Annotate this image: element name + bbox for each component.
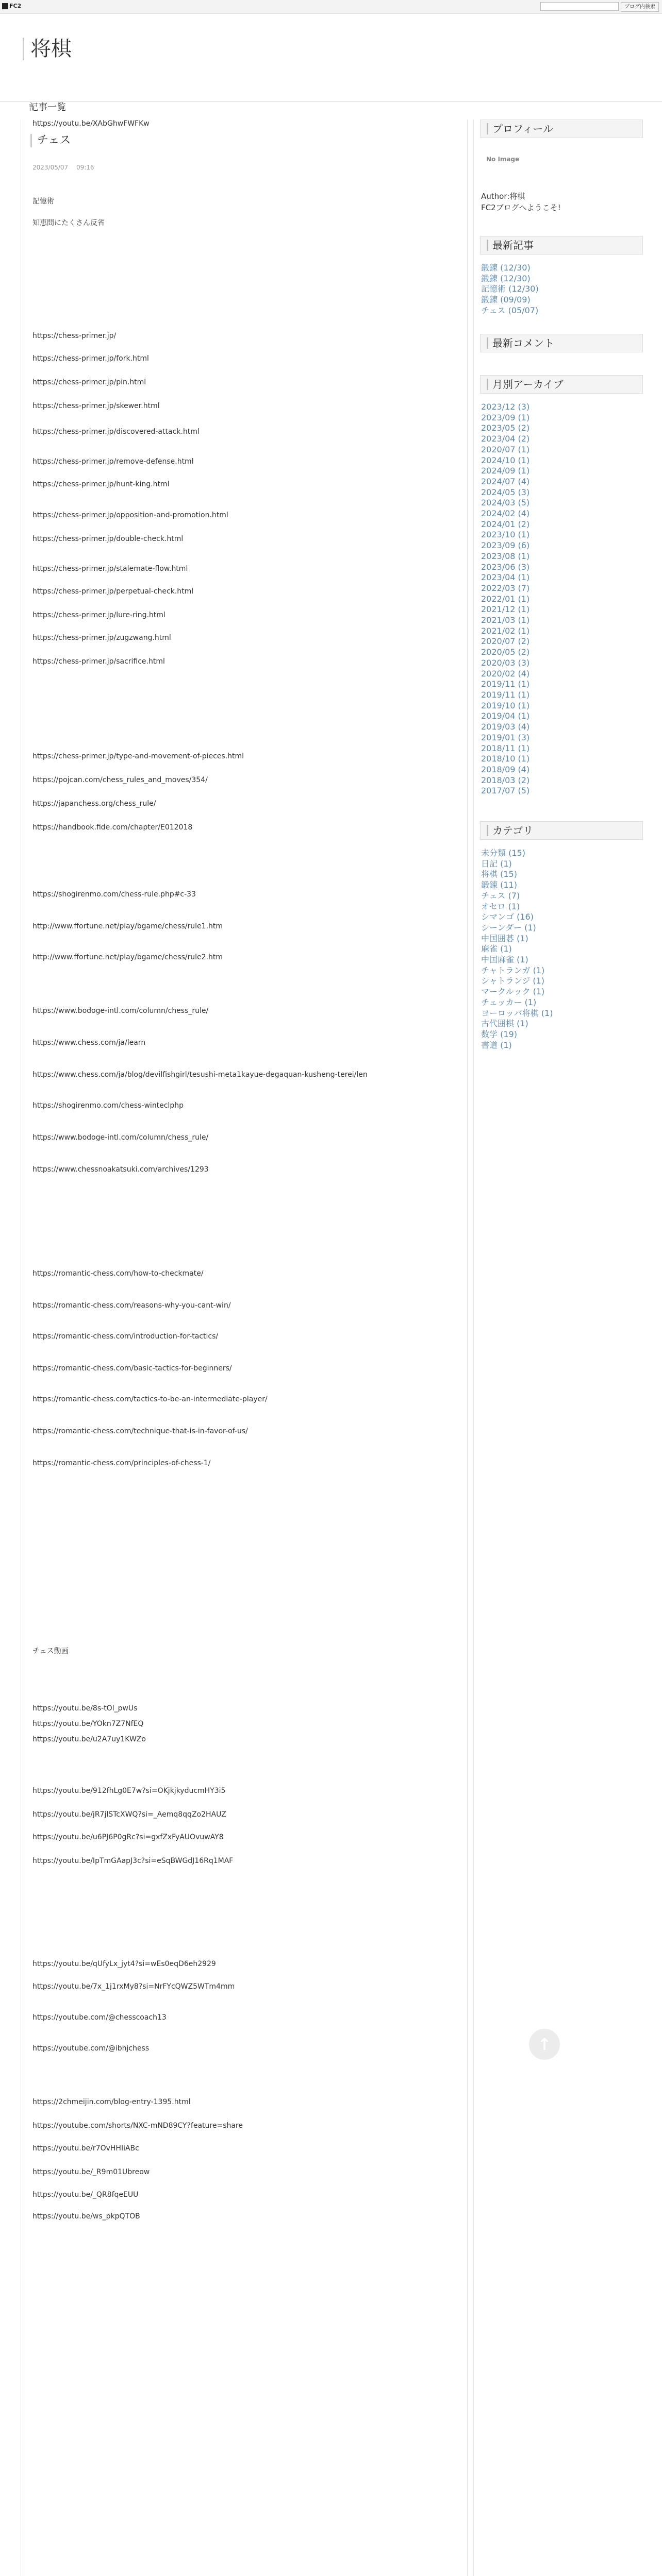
blog-search	[540, 2, 659, 12]
category-item-link[interactable]: シーンダー (1)	[481, 922, 536, 933]
archive-month-link[interactable]: 2023/06 (3)	[481, 562, 530, 572]
entry-link[interactable]: https://youtu.be/u6PJ6P0gRc?si=gxfZxFyAUOvuwAY8	[32, 1833, 224, 1841]
category-item[interactable]	[481, 912, 553, 923]
category-item[interactable]	[481, 1008, 553, 1019]
archive-month-link[interactable]: 2020/07 (1)	[481, 444, 530, 454]
archive-month-link[interactable]: 2019/04 (1)	[481, 711, 530, 721]
category-item[interactable]	[481, 1019, 553, 1029]
blog-title[interactable]: 将棋	[23, 38, 72, 60]
entry-link[interactable]: https://chess-primer.jp/hunt-king.html	[32, 480, 170, 488]
archive-month[interactable]	[481, 487, 529, 498]
profile-no-image: No Image	[486, 156, 520, 163]
archive-month-link[interactable]: 2019/01 (3)	[481, 732, 530, 742]
archive-month-link[interactable]: 2023/12 (3)	[481, 402, 530, 412]
entry-link[interactable]: https://romantic-chess.com/principles-of-chess-1/	[32, 1459, 211, 1467]
entry-link[interactable]: https://chess-primer.jp/double-check.html	[32, 535, 184, 543]
entry-link[interactable]: https://japanchess.org/chess_rule/	[32, 800, 156, 808]
archive-month[interactable]	[481, 402, 529, 413]
archive-month-link[interactable]: 2019/03 (4)	[481, 722, 530, 732]
archive-month[interactable]	[481, 594, 529, 605]
category-item-link[interactable]: 中国麻雀 (1)	[481, 955, 528, 965]
archive-month-link[interactable]: 2024/01 (2)	[481, 519, 530, 529]
recent-entry-link[interactable]: 鍛錬 (12/30)	[481, 273, 531, 283]
entry-title[interactable]: チェス	[30, 134, 71, 147]
archive-month-link[interactable]: 2019/11 (1)	[481, 689, 530, 700]
entry-link[interactable]: https://youtu.be/ws_pkpQTOB	[32, 2212, 140, 2221]
entry-link[interactable]: https://chess-primer.jp/sacrifice.html	[32, 657, 165, 666]
entry-link[interactable]: https://romantic-chess.com/basic-tactics-for-beginners/	[32, 1364, 232, 1372]
entry-link[interactable]: https://youtube.com/shorts/NXC-mND89CY?feature=share	[32, 2122, 243, 2130]
archive-month[interactable]	[481, 413, 529, 423]
archive-month-link[interactable]: 2021/02 (1)	[481, 625, 530, 636]
entry-list-link[interactable]: 記事一覧	[29, 102, 66, 113]
entry-link[interactable]: https://youtu.be/r7OvHHIiABc	[32, 2144, 139, 2153]
archive-month[interactable]	[481, 722, 529, 733]
archive-month[interactable]	[481, 604, 529, 615]
recent-plugin-header	[480, 236, 643, 255]
recent-entry[interactable]	[481, 295, 539, 306]
category-item-link[interactable]: チャトランガ (1)	[481, 965, 545, 975]
profile-author: Author:将棋	[481, 192, 525, 201]
entry-link[interactable]: https://youtu.be/912fhLg0E7w?si=OKjkjkyducmHY3i5	[32, 1787, 226, 1795]
archive-month[interactable]	[481, 466, 529, 477]
archive-month[interactable]	[481, 615, 529, 626]
entry-link[interactable]: https://chess-primer.jp/pin.html	[32, 378, 146, 386]
archive-month-link[interactable]: 2024/03 (5)	[481, 498, 530, 508]
entry-link[interactable]: https://romantic-chess.com/reasons-why-you-cant-win/	[32, 1301, 231, 1310]
fc2-toolbar	[0, 0, 662, 14]
archive-month-link[interactable]: 2020/05 (2)	[481, 647, 530, 657]
recent-list	[481, 263, 539, 316]
archive-month[interactable]	[481, 690, 529, 701]
archive-month[interactable]	[481, 583, 529, 594]
archive-month[interactable]	[481, 658, 529, 669]
comments-heading: 最新コメント	[487, 337, 554, 349]
search-button[interactable]: ブログ内検索	[621, 2, 659, 12]
recent-entry[interactable]	[481, 306, 539, 316]
category-item[interactable]	[481, 848, 553, 859]
archive-month-link[interactable]: 2018/09 (4)	[481, 764, 530, 774]
category-item[interactable]	[481, 934, 553, 944]
archive-month-link[interactable]: 2023/04 (2)	[481, 434, 530, 444]
category-item[interactable]	[481, 1040, 553, 1051]
entry-link[interactable]: https://pojcan.com/chess_rules_and_moves/354/	[32, 776, 208, 784]
archive-month-link[interactable]: 2023/04 (1)	[481, 572, 530, 583]
entry-link[interactable]: https://www.chess.com/ja/learn	[32, 1039, 146, 1047]
entry-link[interactable]: https://romantic-chess.com/introduction-for-tactics/	[32, 1332, 219, 1341]
archive-month-link[interactable]: 2022/03 (7)	[481, 583, 530, 593]
archive-month[interactable]	[481, 669, 529, 680]
category-item[interactable]	[481, 869, 553, 880]
profile-welcome: FC2ブログへようこそ!	[481, 203, 561, 212]
archive-month[interactable]	[481, 765, 529, 775]
category-list	[481, 848, 553, 1050]
category-item-link[interactable]: 日記 (1)	[481, 858, 512, 869]
archive-plugin-header	[480, 375, 643, 394]
main-column	[21, 120, 468, 2576]
category-item[interactable]	[481, 880, 553, 891]
category-item-link[interactable]: 将棋 (15)	[481, 869, 517, 879]
archive-month[interactable]	[481, 711, 529, 722]
archive-month-link[interactable]: 2024/10 (1)	[481, 455, 530, 465]
entry-link[interactable]: https://handbook.fide.com/chapter/E012018	[32, 823, 193, 832]
entry-date: 2023/05/07 09:16	[32, 164, 94, 171]
archive-month-link[interactable]: 2023/09 (1)	[481, 412, 530, 422]
archive-month[interactable]	[481, 477, 529, 487]
fc2-logo[interactable]	[2, 3, 21, 9]
archive-list	[481, 402, 529, 796]
entry-link[interactable]: https://youtu.be/7x_1j1rxMy8?si=NrFYcQWZ5WTm4mm	[32, 1982, 235, 1991]
category-item[interactable]	[481, 997, 553, 1008]
entry-link[interactable]: https://shogirenmo.com/chess-winteclphp	[32, 1101, 184, 1110]
sidebar	[473, 120, 642, 2576]
archive-month-link[interactable]: 2023/08 (1)	[481, 551, 530, 561]
entry-link[interactable]: https://youtube.com/@chesscoach13	[32, 2013, 167, 2022]
entry-link[interactable]: https://youtu.be/8s-tOl_pwUs	[32, 1704, 138, 1713]
category-item-link[interactable]: ヨーロッパ将棋 (1)	[481, 1008, 553, 1018]
recent-entry-link[interactable]: 鍛錬 (09/09)	[481, 295, 531, 305]
category-item[interactable]	[481, 891, 553, 902]
archive-month[interactable]	[481, 733, 529, 743]
entry-link[interactable]: https://shogirenmo.com/chess-rule.php#c-33	[32, 890, 196, 899]
entry-link[interactable]: https://chess-primer.jp/opposition-and-promotion.html	[32, 511, 228, 519]
category-item-link[interactable]: チェッカー (1)	[481, 997, 537, 1007]
archive-month[interactable]	[481, 540, 529, 551]
category-item-link[interactable]: シマンゴ (16)	[481, 912, 534, 922]
entry-link[interactable]: http://www.ffortune.net/play/bgame/chess/rule1.htm	[32, 922, 223, 930]
archive-month-link[interactable]: 2021/03 (1)	[481, 615, 530, 625]
category-item-link[interactable]: 鍛錬 (11)	[481, 880, 517, 890]
archive-month[interactable]	[481, 754, 529, 765]
category-item[interactable]	[481, 923, 553, 934]
archive-heading: 月別アーカイブ	[487, 379, 564, 390]
entry-link[interactable]: https://chess-primer.jp/zugzwang.html	[32, 634, 171, 642]
entry-link[interactable]: https://romantic-chess.com/tactics-to-be-an-intermediate-player/	[32, 1395, 268, 1403]
entry-link[interactable]: https://youtu.be/jR7jlSTcXWQ?si=_Aemq8qqZo2HAUZ	[32, 1810, 226, 1819]
category-item[interactable]	[481, 987, 553, 997]
archive-month[interactable]	[481, 519, 529, 530]
category-item-link[interactable]: マークルック (1)	[481, 987, 545, 997]
category-item[interactable]	[481, 976, 553, 987]
category-item-link[interactable]: 古代囲棋 (1)	[481, 1019, 528, 1029]
entry-link[interactable]: https://chess-primer.jp/type-and-movement-of-pieces.html	[32, 752, 244, 760]
archive-month-link[interactable]: 2024/02 (4)	[481, 509, 530, 519]
entry-link[interactable]: https://www.chess.com/ja/blog/devilfishgirl/tesushi-meta1kayue-degaquan-kusheng-terei/len	[32, 1071, 368, 1079]
category-item-link[interactable]: シャトランジ (1)	[481, 976, 545, 986]
recent-entry[interactable]	[481, 284, 539, 295]
recent-entry[interactable]	[481, 274, 539, 284]
category-item[interactable]	[481, 955, 553, 965]
archive-month[interactable]	[481, 679, 529, 690]
fc2-cube-icon	[2, 3, 8, 9]
archive-month-link[interactable]: 2018/11 (1)	[481, 743, 530, 753]
archive-month[interactable]	[481, 423, 529, 434]
entry-link[interactable]: https://youtu.be/_QR8fqeEUU	[32, 2191, 139, 2199]
recent-entry[interactable]	[481, 263, 539, 274]
search-input[interactable]	[540, 2, 619, 11]
archive-month[interactable]	[481, 786, 529, 796]
archive-month[interactable]	[481, 551, 529, 562]
entry-link[interactable]: https://youtu.be/IpTmGAapJ3c?si=eSqBWGdJ16Rq1MAF	[32, 1857, 234, 1865]
archive-month[interactable]	[481, 434, 529, 445]
archive-month[interactable]	[481, 445, 529, 455]
entry-link[interactable]: https://www.bodoge-intl.com/column/chess_rule/	[32, 1133, 209, 1142]
comments-plugin-header	[480, 334, 643, 352]
archive-month-link[interactable]: 2017/07 (5)	[481, 786, 530, 796]
archive-month[interactable]	[481, 636, 529, 647]
entry-link[interactable]: https://youtu.be/XAbGhwFWFKw	[32, 120, 150, 128]
archive-month-link[interactable]: 2022/01 (1)	[481, 594, 530, 604]
entry-link[interactable]: https://chess-primer.jp/	[32, 332, 117, 340]
category-item[interactable]	[481, 859, 553, 870]
category-item[interactable]	[481, 1029, 553, 1040]
archive-month[interactable]	[481, 530, 529, 540]
entry-link[interactable]: https://romantic-chess.com/technique-that-is-in-favor-of-us/	[32, 1427, 248, 1435]
archive-month[interactable]	[481, 498, 529, 509]
archive-month[interactable]	[481, 701, 529, 711]
entry-link[interactable]: https://chess-primer.jp/stalemate-flow.html	[32, 565, 188, 573]
category-item-link[interactable]: 書道 (1)	[481, 1040, 512, 1050]
category-plugin-header	[480, 821, 643, 840]
archive-month-link[interactable]: 2023/05 (2)	[481, 423, 530, 433]
archive-month-link[interactable]: 2021/12 (1)	[481, 604, 530, 615]
archive-month-link[interactable]: 2024/09 (1)	[481, 466, 530, 476]
archive-month-link[interactable]: 2019/10 (1)	[481, 700, 530, 710]
fc2-logo-text: FC2	[9, 3, 22, 9]
archive-month[interactable]	[481, 775, 529, 786]
profile-heading: プロフィール	[487, 123, 553, 134]
archive-month-link[interactable]: 2024/05 (3)	[481, 487, 530, 497]
archive-month-link[interactable]: 2024/07 (4)	[481, 476, 530, 486]
arrow-up-icon: ↑	[537, 2035, 552, 2054]
entry-link[interactable]: https://romantic-chess.com/how-to-checkmate/	[32, 1269, 204, 1278]
recent-entry-link[interactable]: 記憶術 (12/30)	[481, 284, 539, 294]
category-item-link[interactable]: 中国囲碁 (1)	[481, 933, 528, 943]
entry-link[interactable]: https://youtu.be/u2A7uy1KWZo	[32, 1735, 146, 1743]
category-item-link[interactable]: 未分類 (15)	[481, 848, 525, 858]
recent-entry-link[interactable]: チェス (05/07)	[481, 305, 539, 315]
category-item-link[interactable]: 麻雀 (1)	[481, 944, 512, 954]
entry-link[interactable]: https://chess-primer.jp/skewer.html	[32, 402, 160, 410]
entry-link[interactable]: http://www.ffortune.net/play/bgame/chess/rule2.htm	[32, 953, 223, 961]
category-heading: カテゴリ	[487, 825, 533, 836]
entry-link[interactable]: https://chess-primer.jp/lure-ring.html	[32, 611, 166, 619]
entry-link[interactable]: https://youtu.be/qUfyLx_jyt4?si=wEs0eqD6eh2929	[32, 1960, 216, 1968]
archive-month-link[interactable]: 2018/10 (1)	[481, 754, 530, 764]
entry-link[interactable]: https://chess-primer.jp/fork.html	[32, 354, 149, 363]
scroll-to-top-button[interactable]	[529, 2029, 560, 2060]
entry-link[interactable]: https://2chmeijin.com/blog-entry-1395.html	[32, 2098, 191, 2106]
category-item-link[interactable]: オセロ (1)	[481, 901, 520, 911]
entry-link[interactable]: https://chess-primer.jp/remove-defense.html	[32, 457, 194, 466]
entry-link[interactable]: https://youtu.be/_R9m01Ubreow	[32, 2168, 150, 2176]
archive-month-link[interactable]: 2018/03 (2)	[481, 775, 530, 785]
entry-text-line: 記憶術	[32, 197, 54, 206]
archive-month-link[interactable]: 2019/11 (1)	[481, 679, 530, 689]
archive-month-link[interactable]: 2020/07 (2)	[481, 636, 530, 647]
entry-link[interactable]: https://www.bodoge-intl.com/column/chess_rule/	[32, 1007, 209, 1015]
category-item-link[interactable]: 数学 (19)	[481, 1029, 517, 1039]
category-item[interactable]	[481, 965, 553, 976]
archive-month[interactable]	[481, 647, 529, 658]
archive-month[interactable]	[481, 626, 529, 637]
archive-month[interactable]	[481, 562, 529, 573]
archive-month[interactable]	[481, 743, 529, 754]
entry-text-line: チェス動画	[32, 1647, 69, 1655]
entry-link[interactable]: https://www.chessnoakatsuki.com/archives/1293	[32, 1165, 209, 1174]
category-item[interactable]	[481, 902, 553, 912]
category-item[interactable]	[481, 944, 553, 955]
archive-month[interactable]	[481, 455, 529, 466]
category-item-link[interactable]: チェス (7)	[481, 890, 520, 901]
archive-month-link[interactable]: 2023/10 (1)	[481, 530, 530, 540]
archive-month-link[interactable]: 2023/09 (6)	[481, 540, 530, 551]
recent-entry-link[interactable]: 鍛錬 (12/30)	[481, 263, 531, 273]
archive-month-link[interactable]: 2020/02 (4)	[481, 668, 530, 679]
entry-text-line: 知恵問にたくさん反省	[32, 219, 105, 227]
profile-plugin-header	[480, 120, 643, 138]
entry-link[interactable]: https://chess-primer.jp/perpetual-check.html	[32, 587, 194, 596]
blog-header	[0, 14, 662, 113]
recent-heading: 最新記事	[487, 240, 534, 251]
entry-link[interactable]: https://youtu.be/YOkn7Z7NfEQ	[32, 1720, 144, 1728]
archive-month[interactable]	[481, 509, 529, 519]
entry-link[interactable]: https://youtube.com/@ibhjchess	[32, 2044, 150, 2053]
archive-month-link[interactable]: 2020/03 (3)	[481, 657, 530, 668]
entry-link[interactable]: https://chess-primer.jp/discovered-attack.html	[32, 428, 200, 436]
archive-month[interactable]	[481, 572, 529, 583]
